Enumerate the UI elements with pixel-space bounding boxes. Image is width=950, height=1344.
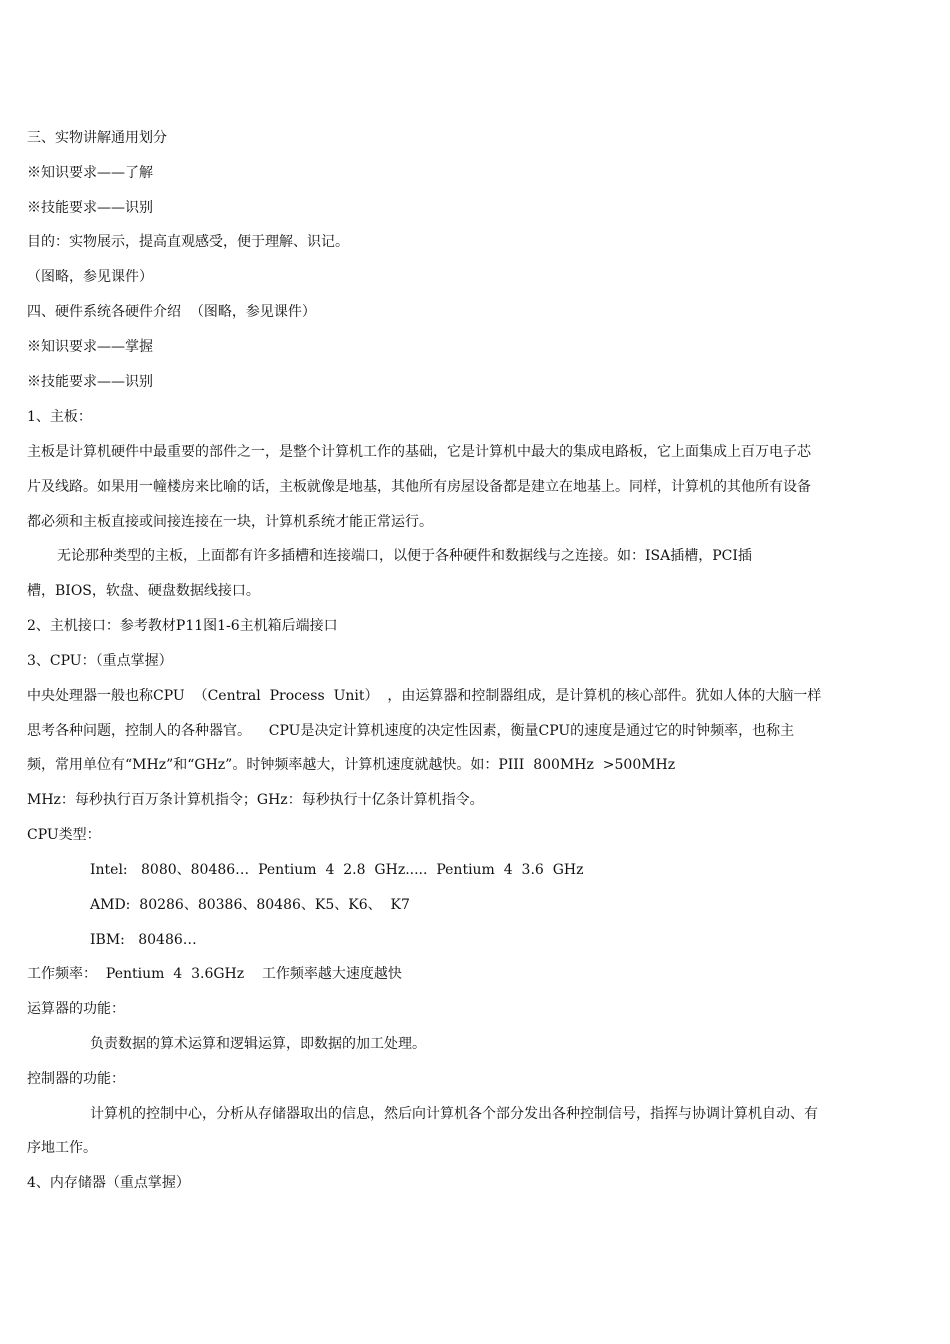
controller-function-desc: 计算机的控制中心，分析从存储器取出的信息，然后向计算机各个部分发出各种控制信号，指挥与协调计算机自动、有: [90, 1106, 818, 1122]
section-heading-3: 三、实物讲解通用划分: [27, 130, 167, 146]
paragraph-line: 中央处理器一般也称CPU （Central Process Unit） ，由运算器和控制器组成，是计算机的核心部件。犹如人体的大脑一样: [27, 688, 822, 704]
paragraph-line: MHz：每秒执行百万条计算机指令；GHz：每秒执行十亿条计算机指令。: [27, 792, 484, 808]
paragraph-line: 都必须和主板直接或间接连接在一块，计算机系统才能正常运行。: [27, 514, 433, 530]
figure-note: （图略，参见课件）: [27, 269, 153, 285]
paragraph-line: 频，常用单位有“MHz”和“GHz”。时钟频率越大，计算机速度就越快。如：PIII 800MHz >500MHz: [27, 757, 676, 773]
subheading-memory: 4、内存储器（重点掌握）: [27, 1175, 190, 1191]
purpose-line: 目的：实物展示，提高直观感受，便于理解、识记。: [27, 234, 349, 250]
paragraph-line: 槽，BIOS，软盘、硬盘数据线接口。: [27, 583, 260, 599]
controller-function-label: 控制器的功能：: [27, 1071, 125, 1087]
paragraph-line: 思考各种问题，控制人的各种器官。 CPU是决定计算机速度的决定性因素，衡量CPU的速度是通过它的时钟频率，也称主: [27, 723, 795, 739]
alu-function-desc: 负责数据的算术运算和逻辑运算，即数据的加工处理。: [90, 1036, 426, 1052]
knowledge-requirement: ※知识要求——了解: [27, 165, 153, 181]
knowledge-requirement-2: ※知识要求——掌握: [27, 339, 153, 355]
skill-requirement: ※技能要求——识别: [27, 200, 153, 216]
section-heading-4: 四、硬件系统各硬件介绍 （图略，参见课件）: [27, 304, 316, 320]
working-frequency: 工作频率： Pentium 4 3.6GHz 工作频率越大速度越快: [27, 966, 402, 982]
paragraph-line: 主板是计算机硬件中最重要的部件之一，是整个计算机工作的基础，它是计算机中最大的集成电路板，它上面集成上百万电子芯: [27, 444, 811, 460]
cpu-type-ibm: IBM: 80486…: [90, 932, 197, 948]
cpu-types-label: CPU类型：: [27, 827, 101, 843]
cpu-type-intel: Intel: 8080、80486… Pentium 4 2.8 GHz..... Pentium 4 3.6 GHz: [90, 862, 584, 878]
controller-function-desc-cont: 序地工作。: [27, 1140, 97, 1156]
subheading-cpu: 3、CPU：（重点掌握）: [27, 653, 173, 669]
alu-function-label: 运算器的功能：: [27, 1001, 125, 1017]
paragraph-line: 片及线路。如果用一幢楼房来比喻的话，主板就像是地基，其他所有房屋设备都是建立在地基上。同样，计算机的其他所有设备: [27, 479, 811, 495]
paragraph-line: 无论那种类型的主板，上面都有许多插槽和连接端口，以便于各种硬件和数据线与之连接。如：ISA插槽，PCI插: [57, 548, 752, 564]
skill-requirement-2: ※技能要求——识别: [27, 374, 153, 390]
cpu-type-amd: AMD: 80286、80386、80486、K5、K6、 K7: [90, 897, 410, 913]
subheading-motherboard: 1、主板：: [27, 409, 92, 425]
subheading-host-interface: 2、主机接口：参考教材P11图1-6主机箱后端接口: [27, 618, 338, 634]
